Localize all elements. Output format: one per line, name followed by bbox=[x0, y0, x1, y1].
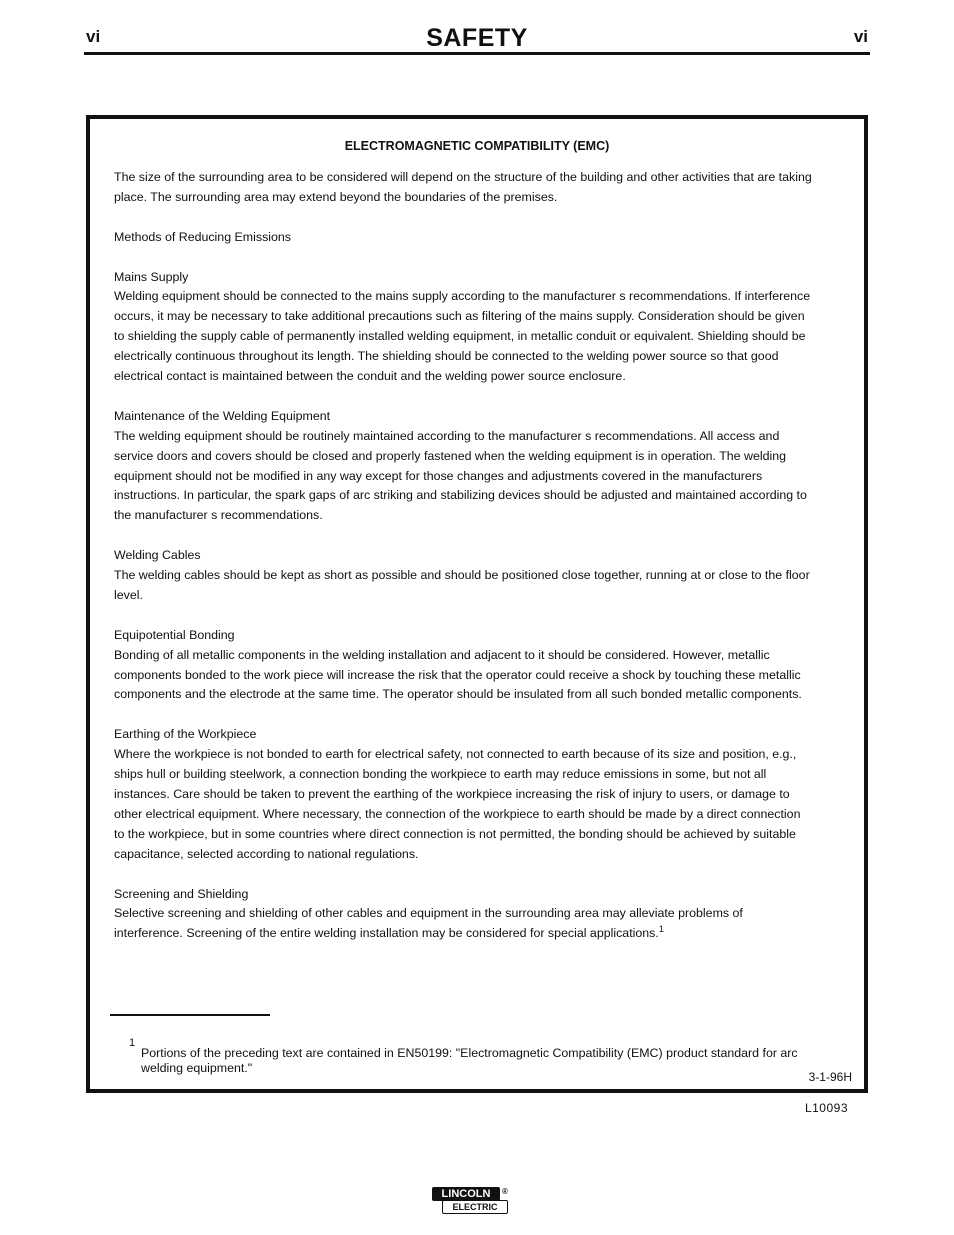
footnote-mark: 1 bbox=[129, 1037, 136, 1049]
section-body-screening: Selective screening and shielding of other cables and equipment in the surrounding area may alleviate problems of interference. Screening of the entire welding installation may be considered for special applications. bbox=[114, 906, 743, 941]
page-number-left: vi bbox=[86, 27, 101, 46]
methods-heading: Methods of Reducing Emissions bbox=[114, 229, 291, 244]
section-body-equipotential-bonding: Bonding of all metallic components in the welding installation and adjacent to it should be considered. However, metallic components bonded to the work piece will increase the risk that the operator could receive a shock by touching these metallic components and the electrode at the same time. The operator should be insulated from all such bonded metallic components. bbox=[114, 647, 802, 702]
section-heading-maintenance: Maintenance of the Welding Equipment bbox=[114, 408, 331, 423]
section-body-welding-cables: The welding cables should be kept as short as possible and should be positioned close together, running at or close to the floor level. bbox=[114, 568, 810, 602]
footnote-rule bbox=[110, 1014, 270, 1016]
page-number-right: vi bbox=[853, 27, 868, 46]
intro-paragraph: The size of the surrounding area to be considered will depend on the structure of the building and other activities that are taking place. The surrounding area may extend beyond the boundaries of the premises. bbox=[114, 170, 812, 204]
emc-title: ELECTROMAGNETIC COMPATIBILITY (EMC) bbox=[344, 139, 610, 153]
emc-box bbox=[86, 115, 868, 1093]
lincoln-electric-logo bbox=[432, 1187, 512, 1215]
logo-registered-mark: ® bbox=[502, 1187, 508, 1196]
footnote-text: Portions of the preceding text are contained in EN50199: "Electromagnetic Compatibility (EMC) product standard for arc welding equipment." bbox=[141, 1046, 798, 1075]
section-heading-earthing: Earthing of the Workpiece bbox=[114, 727, 257, 742]
logo-top: LINCOLN bbox=[432, 1187, 500, 1201]
section-heading-mains-supply: Mains Supply bbox=[114, 269, 189, 284]
logo-bottom: ELECTRIC bbox=[442, 1200, 508, 1214]
section-heading-welding-cables: Welding Cables bbox=[114, 548, 201, 563]
page-title: SAFETY bbox=[426, 24, 528, 52]
header-rule bbox=[84, 52, 870, 55]
section-body-maintenance: The welding equipment should be routinely maintained according to the manufacturer s recommendations. All access and service doors and covers should be closed and properly fastened when the welding equipment is in operation. The welding equipment should not be modified in any way except for those changes and adjustments covered in the manufacturers instructions. In particular, the spark gaps of arc striking and stabilizing devices should be adjusted and maintained according to the manufacturer s recommendations. bbox=[114, 428, 807, 523]
section-body-mains-supply: Welding equipment should be connected to the mains supply according to the manufacturer s recommendations. If interference occurs, it may be necessary to take additional precautions such as filtering of the mains supply. Consideration should be given to shielding the supply cable of permanently installed welding equipment, in metallic conduit or equivalent. Shielding should be electrically continuous throughout its length. The shielding should be connected to the welding power source so that good electrical contact is maintained between the conduit and the welding power source enclosure. bbox=[114, 289, 811, 384]
section-body-screening-wrap bbox=[114, 904, 814, 944]
document-code: L10093 bbox=[804, 1101, 848, 1115]
footnote-reference: 1 bbox=[658, 924, 664, 935]
section-body-earthing: Where the workpiece is not bonded to earth for electrical safety, not connected to earth because of its size and position, e.g., ships hull or building steelwork, a connection bonding the workpiece to earth may reduce emissions in some, but not all instances. Care should be taken to prevent the earthing of the workpiece increasing the risk of injury to users, or damage to other electrical equipment. Where necessary, the connection of the workpiece to earth should be made by a direct connection to the workpiece, but in some countries where direct connection is not permitted, the bonding should be achieved by suitable capacitance, selected according to national regulations. bbox=[114, 747, 801, 861]
section-heading-equipotential-bonding: Equipotential Bonding bbox=[114, 627, 235, 642]
emc-content bbox=[114, 168, 814, 944]
section-heading-screening: Screening and Shielding bbox=[114, 886, 249, 901]
date-code: 3-1-96H bbox=[808, 1070, 852, 1084]
